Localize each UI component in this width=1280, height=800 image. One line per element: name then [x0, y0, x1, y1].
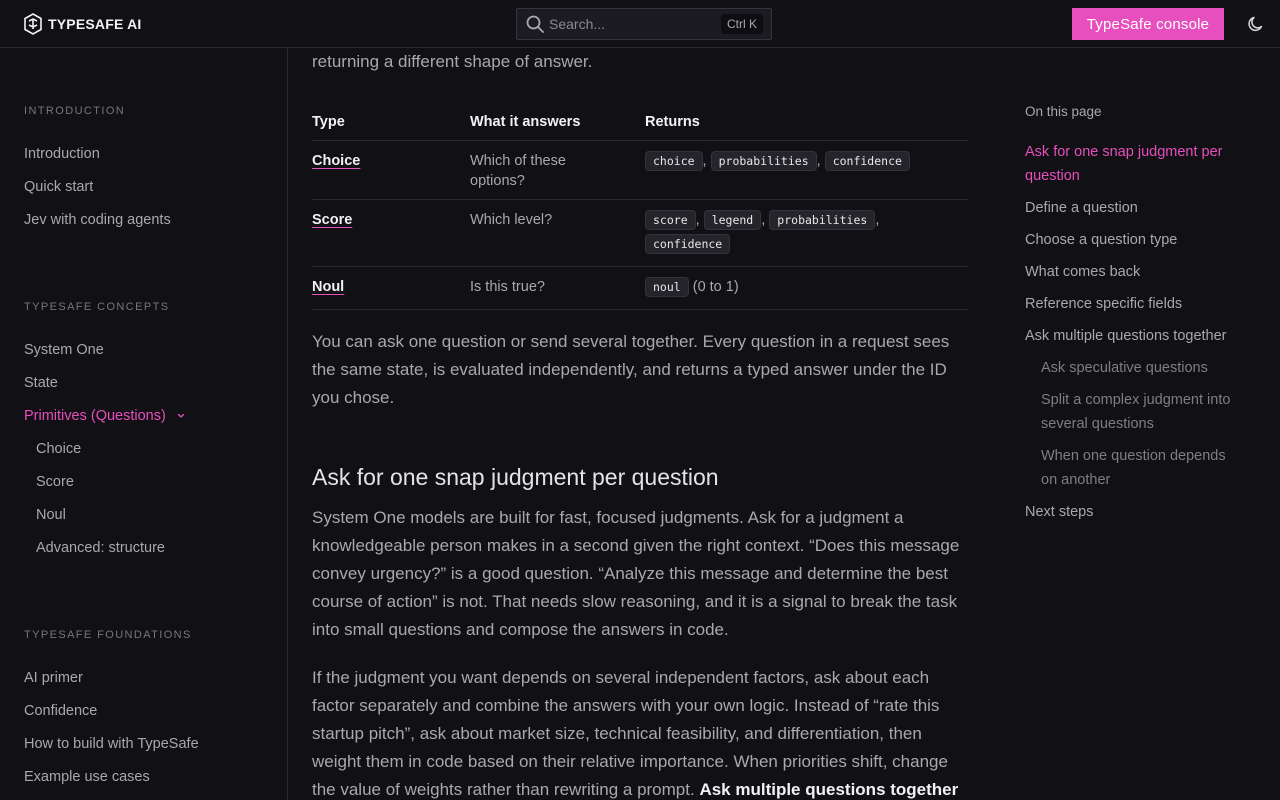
table-row: [312, 266, 968, 309]
toc-item-next-steps[interactable]: Next steps: [1025, 504, 1094, 520]
logo-text: TYPESAFE AI: [48, 16, 142, 32]
search-icon: [525, 14, 545, 34]
table-cell-answers: Which level?: [470, 199, 645, 266]
table-cell-returns: score , legend , probabilities , confidence: [645, 199, 968, 266]
sidebar-item-advanced-structure[interactable]: Advanced: structure: [36, 540, 165, 556]
range-note: (0 to 1): [692, 278, 739, 295]
toc-item-snap-judgment[interactable]: Ask for one snap judgment per question: [1025, 144, 1223, 184]
sidebar-item-primitives-label: Primitives (Questions): [24, 408, 166, 424]
toc-item-speculative[interactable]: Ask speculative questions: [1041, 360, 1208, 376]
choice-link[interactable]: Choice: [312, 152, 361, 169]
main-content: [312, 48, 968, 800]
code-chip: choice: [645, 151, 703, 171]
sidebar-item-coding-agents[interactable]: Jev with coding agents: [24, 212, 171, 228]
sidebar-item-ai-primer[interactable]: AI primer: [24, 670, 83, 686]
typesafe-console-button[interactable]: TypeSafe console: [1072, 8, 1224, 40]
toc-title: On this page: [1025, 104, 1102, 119]
column-header-returns: Returns: [645, 110, 968, 140]
paragraph-independent-factors-text: If the judgment you want depends on several independent factors, ask about each factor separately and combine the answers with your own logic. Instead of “rate this startup pitch”, ask about market size, technical feasibility, and differentiation, then weight them in code based on their relative importance. When priorities shift, change the value of weights rather than rewriting a prompt.: [312, 668, 948, 799]
intro-tail-text: returning a different shape of answer.: [312, 52, 593, 71]
table-cell-answers: Is this true?: [470, 266, 645, 309]
sidebar-item-system-one[interactable]: System One: [24, 342, 104, 358]
code-chip: probabilities: [769, 210, 875, 230]
search-box[interactable]: [516, 8, 772, 40]
toc-item-choose-type[interactable]: Choose a question type: [1025, 232, 1178, 248]
sidebar-item-confidence[interactable]: Confidence: [24, 703, 98, 719]
typesafe-logo-icon: [24, 13, 42, 35]
score-link[interactable]: Score: [312, 211, 353, 228]
question-types-table: [312, 110, 968, 310]
table-cell-answers: Which of these options?: [470, 140, 645, 199]
table-of-contents: [993, 48, 1280, 800]
sidebar-item-introduction[interactable]: Introduction: [24, 146, 100, 162]
table-row: [312, 199, 968, 266]
code-chip: noul: [645, 277, 689, 297]
paragraph-questions-together: You can ask one question or send several together. Every question in a request sees the same state, is evaluated independently, and returns a typed answer under the ID you chose.: [312, 332, 950, 407]
logo[interactable]: [24, 13, 141, 35]
top-header: [0, 0, 1280, 48]
sidebar-item-choice[interactable]: Choice: [36, 441, 82, 457]
toc-item-what-comes-back[interactable]: What comes back: [1025, 264, 1141, 280]
sidebar-item-primitives[interactable]: [24, 406, 186, 426]
table-header-row: [312, 110, 968, 140]
code-chip: confidence: [645, 234, 730, 254]
toc-item-define-question[interactable]: Define a question: [1025, 200, 1138, 216]
section-introduction: INTRODUCTION: [24, 105, 126, 117]
paragraph-snap-judgments: System One models are built for fast, focused judgments. Ask for a judgment a knowledgeable person makes in a second given the right context. “Does this message convey urgency?” is a good question. “Analyze this message and determine the best course of action” is not. That needs slow reasoning, and it is a signal to break the task into small questions and compose the answers in code.: [312, 508, 960, 639]
chevron-down-icon[interactable]: [176, 411, 186, 421]
paragraph-independent-factors: [312, 664, 968, 800]
code-chip: probabilities: [711, 151, 817, 171]
table-cell-returns: [645, 266, 968, 309]
toc-item-split-judgment[interactable]: Split a complex judgment into several questions: [1041, 392, 1231, 432]
sidebar-item-quick-start[interactable]: Quick start: [24, 179, 94, 195]
sidebar-item-state[interactable]: State: [24, 375, 58, 391]
code-chip: confidence: [825, 151, 910, 171]
search-input[interactable]: [549, 16, 709, 32]
column-header-type: Type: [312, 110, 470, 140]
left-sidebar: [0, 48, 288, 800]
section-foundations: TYPESAFE FOUNDATIONS: [24, 629, 192, 641]
toc-item-depends-on-another[interactable]: When one question depends on another: [1041, 448, 1226, 488]
toc-item-reference-fields[interactable]: Reference specific fields: [1025, 296, 1183, 312]
section-heading: Ask for one snap judgment per question: [312, 464, 719, 490]
ask-multiple-questions-link[interactable]: Ask multiple questions together: [699, 780, 959, 799]
moon-icon[interactable]: [1246, 14, 1266, 34]
search-shortcut: Ctrl K: [721, 14, 763, 34]
column-header-answers: What it answers: [470, 110, 645, 140]
table-cell-returns: choice , probabilities , confidence: [645, 140, 968, 199]
sidebar-item-noul[interactable]: Noul: [36, 507, 66, 523]
sidebar-item-example-use-cases[interactable]: Example use cases: [24, 769, 150, 785]
code-chip: legend: [704, 210, 762, 230]
noul-link[interactable]: Noul: [312, 278, 345, 295]
section-concepts: TYPESAFE CONCEPTS: [24, 301, 170, 313]
table-row: [312, 140, 968, 199]
sidebar-item-score[interactable]: Score: [36, 474, 74, 490]
sidebar-item-how-to-build[interactable]: How to build with TypeSafe: [24, 736, 199, 752]
toc-item-multiple-questions[interactable]: Ask multiple questions together: [1025, 328, 1227, 344]
code-chip: score: [645, 210, 696, 230]
